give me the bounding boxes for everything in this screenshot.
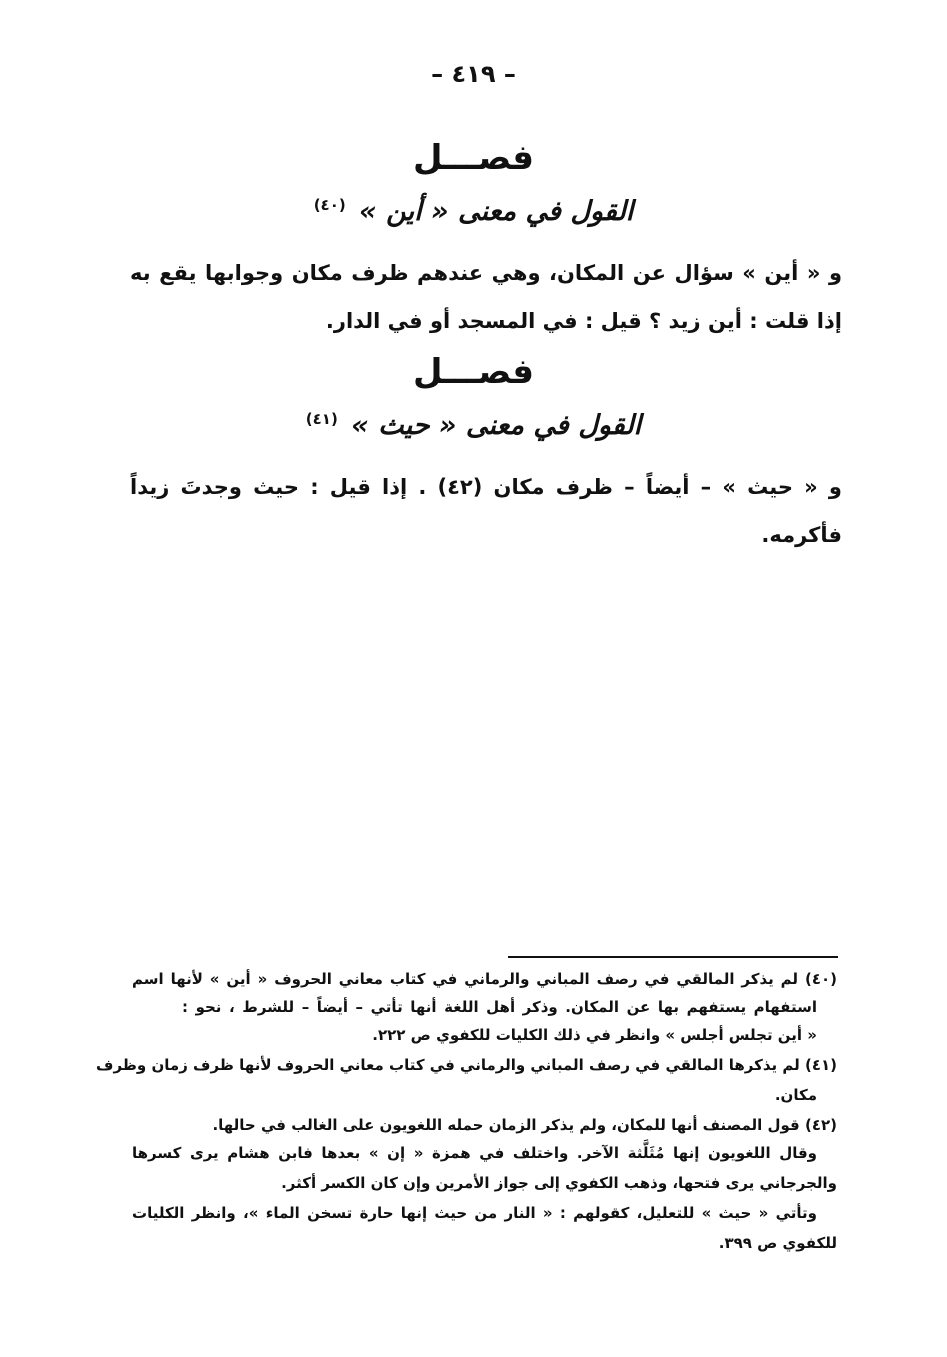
- body-line: و « حيث » – أيضاً – ظرف مكان (٤٢) . إذا قيل : حيث وجدتَ زيداً: [130, 475, 842, 499]
- section-heading-haythu: [0, 410, 947, 441]
- body-line: إذا قلت : أين زيد ؟ قيل : في المسجد أو في الدار.: [325, 309, 842, 333]
- footnote-42-line: وقال اللغويون إنها مُثَلَّثة الآخر. واختلف في همزة « إن » بعدها فابن هشام يرى كسرها: [132, 1144, 817, 1162]
- footnote-40-line: استفهام يستفهم بها عن المكان. وذكر أهل اللغة أنها تأتي – أيضاً – للشرط ، نحو :: [182, 998, 817, 1016]
- footnote-41-line: (٤١) لم يذكرها المالقي في رصف المباني والرماني في كتاب معاني الحروف لأنها ظرف زمان وظرف: [96, 1056, 837, 1074]
- section-heading-ayna: [0, 196, 947, 227]
- footnote-40-line: « أين تجلس أجلس » وانظر في ذلك الكليات للكفوي ص ٢٢٢.: [372, 1026, 817, 1044]
- footnote-41-line: مكان.: [774, 1086, 817, 1104]
- section-title-fasl: فصـــل: [413, 138, 534, 178]
- footnote-ref: (٤٠): [313, 196, 346, 214]
- footnote-40-line: (٤٠) لم يذكر المالقي في رصف المباني والرماني في كتاب معاني الحروف « أين » لأنها اسم: [132, 970, 837, 988]
- footnote-42-line: للكفوي ص ٣٩٩.: [718, 1234, 837, 1252]
- body-line: فأكرمه.: [761, 523, 842, 547]
- footnote-42-line: وتأتي « حيث » للتعليل، كقولهم : « النار من حيث إنها حارة تسخن الماء »، وانظر الكليات: [132, 1204, 817, 1222]
- footnote-42-line: (٤٢) قول المصنف أنها للمكان، ولم يذكر الزمان حمله اللغويون على الغالب في حالها.: [212, 1116, 837, 1134]
- section-heading-text: القول في معنى « أين »: [359, 196, 634, 227]
- footnote-ref: (٤١): [305, 410, 338, 428]
- footnote-42-line: والجرجاني يرى فتحها، وذهب الكفوي إلى جواز الأمرين وإن كان الكسر أكثر.: [281, 1174, 837, 1192]
- body-line: و « أين » سؤال عن المكان، وهي عندهم ظرف مكان وجوابها يقع به: [130, 261, 842, 285]
- section-title-fasl: فصـــل: [413, 352, 534, 392]
- page-number: – ٤١٩ –: [431, 60, 516, 88]
- footnote-separator: [508, 956, 838, 958]
- section-heading-text: القول في معنى « حيث »: [351, 410, 642, 441]
